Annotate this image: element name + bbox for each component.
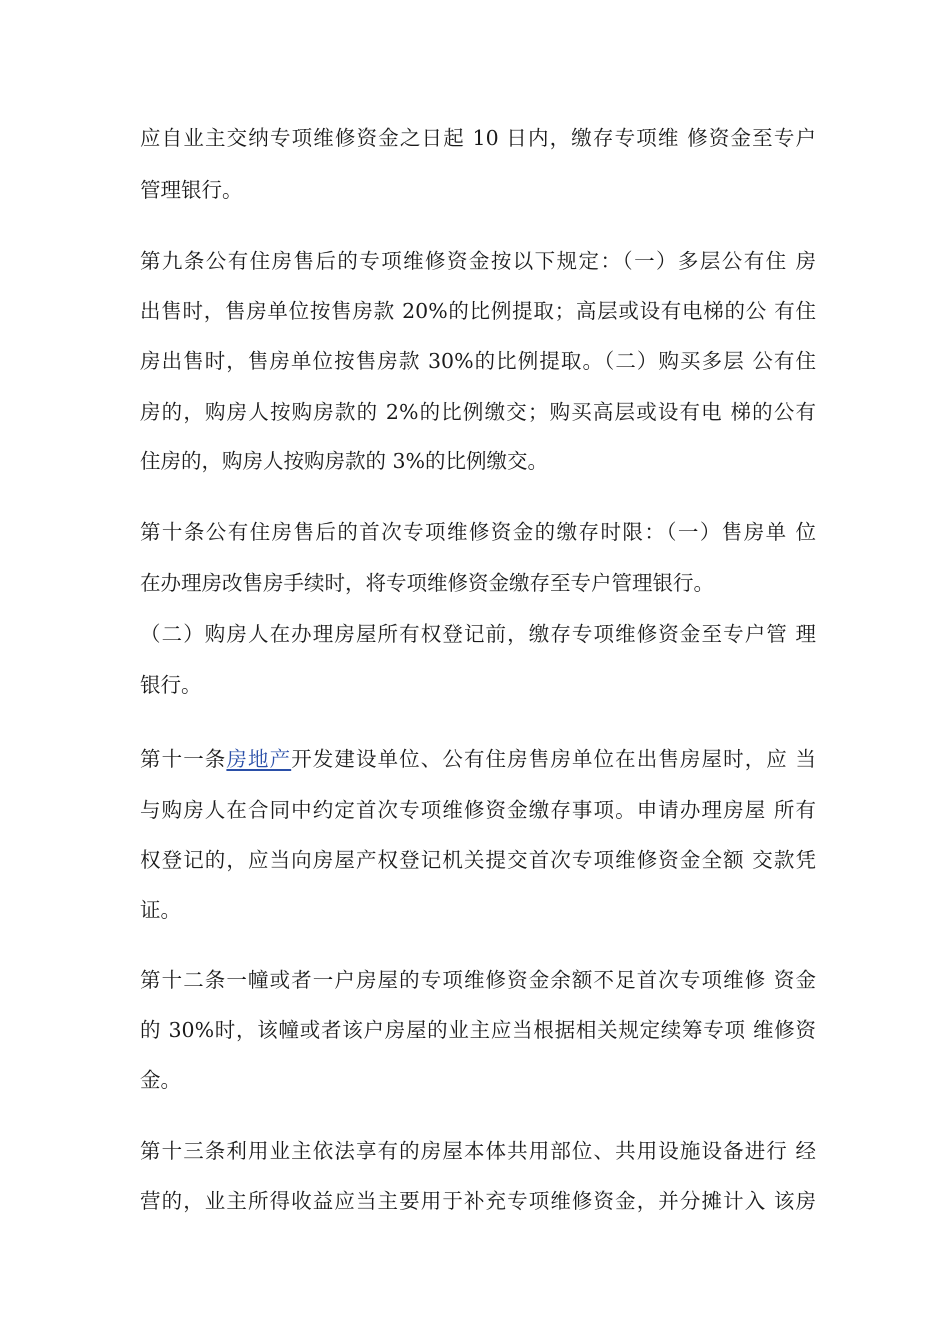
article-11-line: [140, 742, 816, 776]
article-12-line: 的 30%时，该幢或者该户房屋的业主应当根据相关规定续筹专项 维修资: [140, 1018, 816, 1042]
paragraph-line: 管理银行。: [140, 178, 243, 202]
article-10-line: 在办理房改售房手续时，将专项维修资金缴存至专户管理银行。: [140, 571, 714, 595]
article-11-line: 权登记的，应当向房屋产权登记机关提交首次专项维修资金全额 交款凭: [140, 848, 816, 872]
article-9-line: 出售时，售房单位按售房款 20%的比例提取；高层或设有电梯的公 有住: [140, 299, 816, 323]
article-12-line: 第十二条一幢或者一户房屋的专项维修资金余额不足首次专项维修 资金: [140, 968, 816, 992]
article-10-line: （二）购房人在办理房屋所有权登记前，缴存专项维修资金至专户管 理: [140, 622, 816, 646]
article-11-prefix: 第十一条: [140, 747, 227, 771]
article-10-line: 银行。: [140, 673, 202, 697]
article-9-line: 住房的，购房人按购房款的 3%的比例缴交。: [140, 449, 549, 473]
article-9-line: 房的，购房人按购房款的 2%的比例缴交；购买高层或设有电 梯的公有: [140, 400, 816, 424]
real-estate-link[interactable]: 房地产: [226, 747, 292, 771]
article-11-line: 证。: [140, 898, 181, 922]
article-9-line: 第九条公有住房售后的专项维修资金按以下规定：（一）多层公有住 房: [140, 249, 816, 273]
article-10-line: 第十条公有住房售后的首次专项维修资金的缴存时限：（一）售房单 位: [140, 520, 816, 544]
article-13-line: 营的，业主所得收益应当主要用于补充专项维修资金，并分摊计入 该房: [140, 1189, 816, 1213]
article-12-line: 金。: [140, 1068, 181, 1092]
article-9-line: 房出售时，售房单位按售房款 30%的比例提取。（二）购买多层 公有住: [140, 349, 816, 373]
article-11-suffix: 开发建设单位、公有住房售房单位在出售房屋时，应 当: [291, 747, 816, 771]
paragraph-line: 应自业主交纳专项维修资金之日起 10 日内，缴存专项维 修资金至专户: [140, 126, 816, 150]
article-13-line: 第十三条利用业主依法享有的房屋本体共用部位、共用设施设备进行 经: [140, 1139, 816, 1163]
article-11-line: 与购房人在合同中约定首次专项维修资金缴存事项。申请办理房屋 所有: [140, 798, 816, 822]
